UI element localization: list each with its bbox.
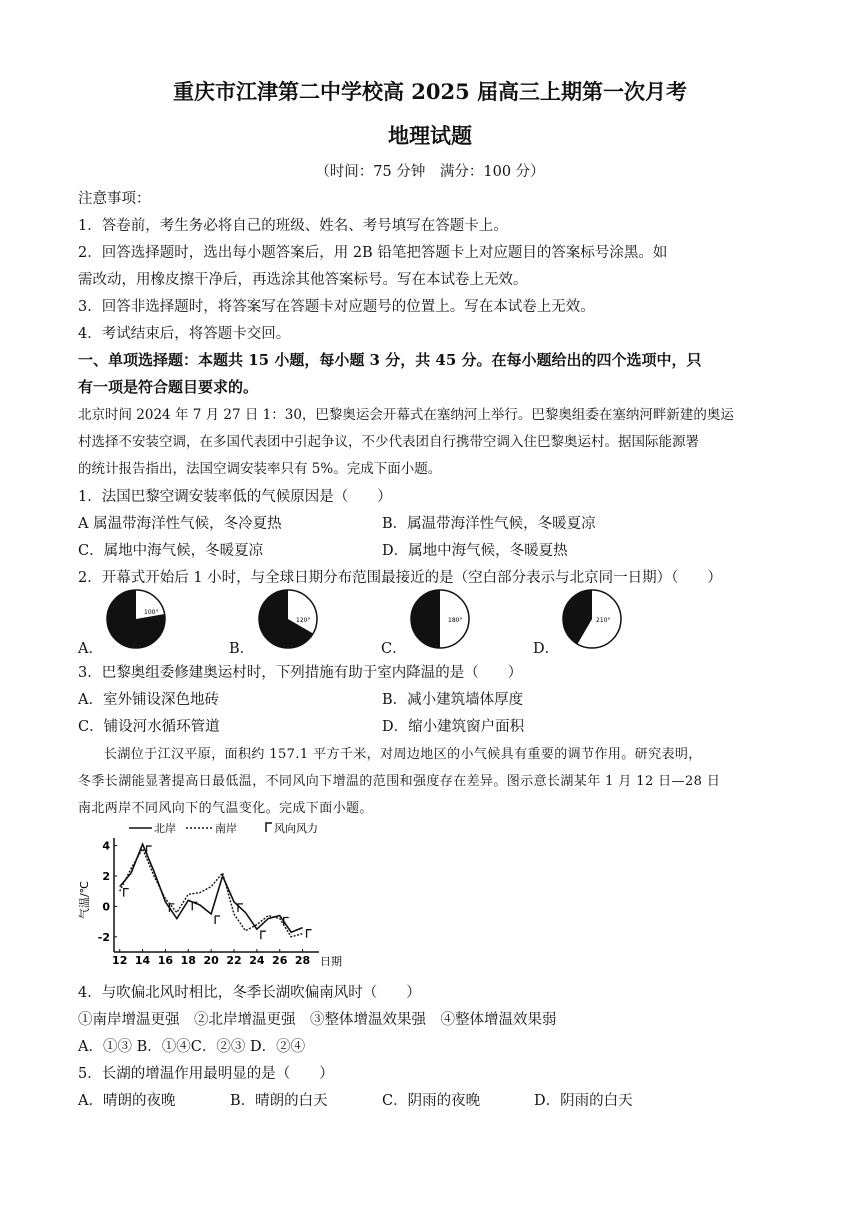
q1-option-d: D．属地中海气候，冬暖夏热 xyxy=(382,543,568,559)
chart-legend xyxy=(129,821,318,835)
x-tick-label: 26 xyxy=(272,954,288,967)
chart-lines xyxy=(120,844,303,937)
question-5-stem: 5．长湖的增温作用最明显的是（ ） xyxy=(78,1066,334,1082)
legend-south: 南岸 xyxy=(215,822,237,835)
legend-wind: 风向风力 xyxy=(274,822,318,835)
temperature-chart xyxy=(74,818,364,976)
series-north-line xyxy=(120,844,303,932)
passage-line: 的统计报告指出，法国空调安装率只有 5%。完成下面小题。 xyxy=(78,461,442,477)
wind-barb-icon xyxy=(266,823,272,832)
passage-line: 村选择不安装空调，在多国代表团中引起争议，不少代表团自行携带空调入住巴黎奥运村。据国际能源署 xyxy=(78,434,699,450)
exam-title: 重庆市江津第二中学校高 2025 届高三上期第一次月考 xyxy=(172,79,688,104)
q2-option-b-angle: 120° xyxy=(296,617,311,624)
q4-options: A．①③ B．①④C．②③ D．②④ xyxy=(78,1039,306,1055)
x-tick-label: 28 xyxy=(294,954,311,967)
x-tick-label: 14 xyxy=(134,954,151,967)
q3-option-a: A．室外铺设深色地砖 xyxy=(78,692,219,708)
q2-option-a-label: A． xyxy=(78,641,103,657)
question-1-stem: 1．法国巴黎空调安装率低的气候原因是（ ） xyxy=(78,489,392,505)
y-tick-label: 2 xyxy=(102,870,110,883)
y-tick-label: 4 xyxy=(102,839,110,853)
y-axis-label: 气温/℃ xyxy=(78,880,91,920)
notice-item: 2．回答选择题时，选出每小题答案后，用 2B 铅笔把答题卡上对应题目的答案标号涂黑。如 xyxy=(78,245,668,261)
q2-option-c-label: C． xyxy=(381,641,407,657)
wind-barb xyxy=(215,916,220,924)
notice-item: 需改动，用橡皮擦干净后，再选涂其他答案标号。写在本试卷上无效。 xyxy=(78,272,528,288)
q2-option-c-angle: 180° xyxy=(448,617,463,624)
time-info: （时间：75 分钟 满分：100 分） xyxy=(315,164,545,180)
q2-option-d-pie xyxy=(556,588,628,650)
wind-barb xyxy=(124,889,129,897)
subject-title: 地理试题 xyxy=(388,123,472,148)
wind-barb xyxy=(307,930,312,938)
x-tick-label: 24 xyxy=(249,954,265,967)
notice-heading: 注意事项： xyxy=(78,191,151,207)
wind-barb xyxy=(261,931,266,939)
q5-option-d: D．阴雨的白天 xyxy=(534,1093,633,1109)
question-2-stem: 2．开幕式开始后 1 小时，与全球日期分布范围最接近的是（空白部分表示与北京同一日期）（ ） xyxy=(78,570,722,586)
question-4-stem: 4．与吹偏北风时相比，冬季长湖吹偏南风时（ ） xyxy=(78,985,421,1001)
x-tick-label: 22 xyxy=(226,954,242,967)
notice-item: 1．答卷前，考生务必将自己的班级、姓名、考号填写在答题卡上。 xyxy=(78,218,508,234)
q3-option-b: B．减小建筑墙体厚度 xyxy=(382,692,524,708)
notice-item: 3．回答非选择题时，将答案写在答题卡对应题号的位置上。写在本试卷上无效。 xyxy=(78,299,595,315)
question-3-stem: 3．巴黎奥组委修建奥运村时，下列措施有助于室内降温的是（ ） xyxy=(78,665,523,681)
q4-statements: ①南岸增温更强 ②北岸增温更强 ③整体增温效果强 ④整体增温效果弱 xyxy=(78,1012,557,1028)
q2-option-d-label: D． xyxy=(533,641,560,657)
q5-option-a: A．晴朗的夜晚 xyxy=(78,1093,176,1109)
chart-ticks xyxy=(98,840,310,967)
q2-option-d-angle: 210° xyxy=(596,617,611,624)
q1-option-b: B．属温带海洋性气候，冬暖夏凉 xyxy=(382,516,596,532)
x-tick-label: 20 xyxy=(203,954,219,967)
y-tick-label: 0 xyxy=(102,900,110,914)
q1-option-a: A 属温带海洋性气候，冬冷夏热 xyxy=(78,516,282,532)
x-tick-label: 18 xyxy=(180,954,196,967)
section-heading: 一、单项选择题：本题共 15 小题，每小题 3 分，共 45 分。在每小题给出的四个选项中，只 xyxy=(78,351,702,369)
q2-option-a-angle: 100° xyxy=(144,609,159,616)
y-tick-label: -2 xyxy=(97,930,110,944)
x-tick-label: 12 xyxy=(112,954,128,967)
legend-north: 北岸 xyxy=(154,822,176,835)
q2-option-a-pie xyxy=(100,588,172,650)
series-south-line xyxy=(120,849,303,937)
q3-option-d: D．缩小建筑窗户面积 xyxy=(382,719,525,735)
section-heading-cont: 有一项是符合题目要求的。 xyxy=(78,378,259,396)
q5-option-c: C．阴雨的夜晚 xyxy=(382,1093,481,1109)
q3-option-c: C．铺设河水循环管道 xyxy=(78,719,220,735)
q2-option-c-pie xyxy=(404,588,476,650)
wind-barb xyxy=(147,846,152,854)
q5-option-b: B．晴朗的白天 xyxy=(230,1093,328,1109)
passage-line: 长湖位于江汉平原，面积约 157.1 平方千米，对周边地区的小气候具有重要的调节作用。研究表明， xyxy=(104,747,702,762)
x-tick-label: 16 xyxy=(157,954,174,967)
notice-item: 4．考试结束后，将答题卡交回。 xyxy=(78,326,291,342)
passage-line: 北京时间 2024 年 7 月 27 日 1：30，巴黎奥运会开幕式在塞纳河上举行。巴黎奥组委在塞纳河畔新建的奥运 xyxy=(78,407,734,423)
q1-option-c: C．属地中海气候，冬暖夏凉 xyxy=(78,543,264,559)
q2-option-b-pie xyxy=(252,588,324,650)
passage-line: 南北两岸不同风向下的气温变化。完成下面小题。 xyxy=(78,801,373,816)
q2-option-b-label: B． xyxy=(229,641,255,657)
x-axis-label: 日期 xyxy=(320,955,342,968)
passage-line: 冬季长湖能显著提高日最低温，不同风向下增温的范围和强度存在差异。图示意长湖某年 1 月 12 日—28 日 xyxy=(78,774,721,789)
